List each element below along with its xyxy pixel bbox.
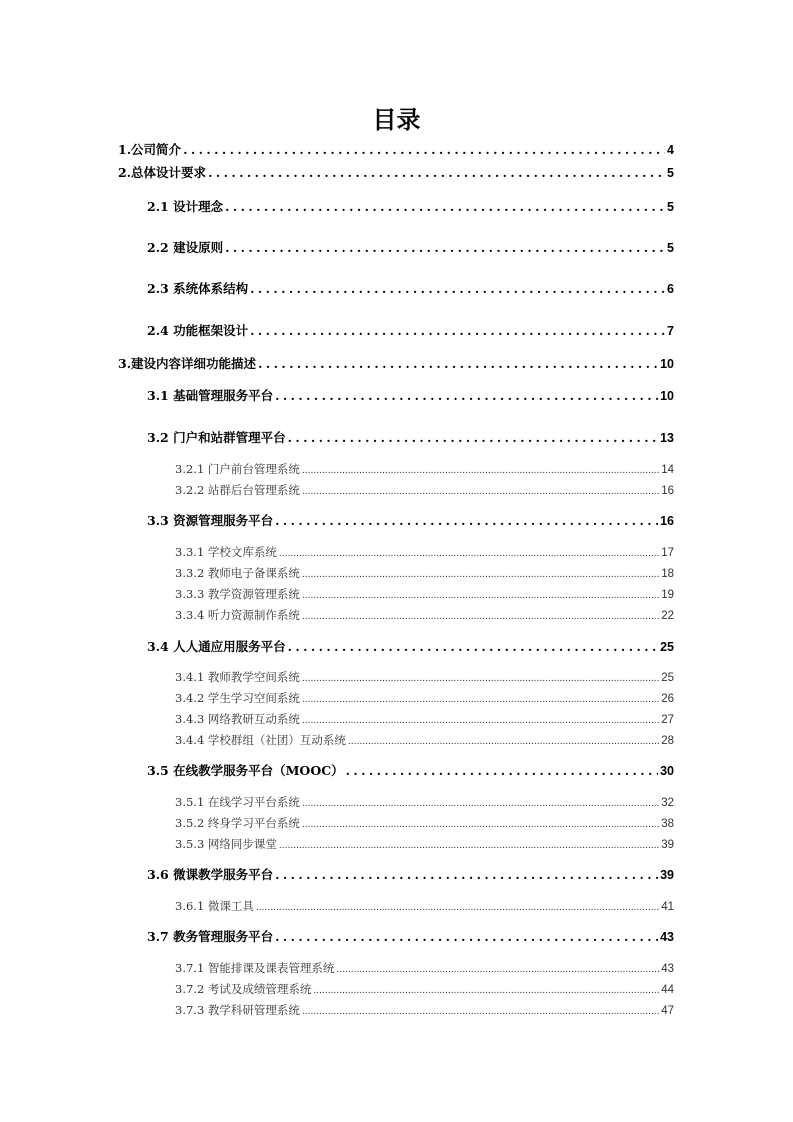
toc-entry-page: 4 bbox=[667, 143, 674, 157]
toc-entry[interactable] bbox=[175, 689, 674, 707]
toc-entry[interactable] bbox=[147, 866, 674, 884]
leader-dots bbox=[279, 837, 659, 855]
leader-dots bbox=[288, 429, 658, 447]
toc-entry-label: 3.5.2 终身学习平台系统 bbox=[175, 816, 300, 830]
toc-entry[interactable] bbox=[175, 1001, 674, 1019]
toc-entry-page: 17 bbox=[661, 547, 674, 559]
toc-entry-page: 25 bbox=[661, 672, 674, 684]
leader-dots bbox=[348, 733, 659, 751]
toc-entry-label: 3.6 微课教学服务平台 bbox=[147, 867, 274, 882]
toc-entry-page: 39 bbox=[661, 839, 674, 851]
toc-entry[interactable] bbox=[118, 355, 674, 373]
toc-entry-page: 28 bbox=[661, 735, 674, 747]
toc-entry-label: 3.3.1 学校文库系统 bbox=[175, 545, 277, 559]
toc-entry-label: 3.4.2 学生学习空间系统 bbox=[175, 691, 300, 705]
toc-entry-label: 3.6.1 微课工具 bbox=[175, 899, 254, 913]
toc-entry[interactable] bbox=[147, 928, 674, 946]
toc-entry[interactable] bbox=[175, 606, 674, 624]
toc-entry-page: 26 bbox=[661, 693, 674, 705]
toc-entry-page: 25 bbox=[660, 640, 674, 654]
toc-entry-label: 3.5.3 网络同步课堂 bbox=[175, 837, 277, 851]
leader-dots bbox=[302, 712, 659, 730]
leader-dots bbox=[313, 982, 659, 1000]
toc-entry-page: 41 bbox=[661, 901, 674, 913]
toc-entry[interactable] bbox=[147, 638, 674, 656]
toc-entry-label: 3.3.4 听力资源制作系统 bbox=[175, 608, 300, 622]
toc-entry-label: 1.公司简介 bbox=[118, 142, 182, 157]
toc-entry-label: 3.5 在线教学服务平台（MOOC） bbox=[147, 763, 344, 778]
toc-entry[interactable] bbox=[147, 239, 674, 257]
toc-entry[interactable] bbox=[147, 387, 674, 405]
leader-dots bbox=[275, 387, 658, 405]
toc-entry-label: 3.7 教务管理服务平台 bbox=[147, 929, 274, 944]
leader-dots bbox=[183, 141, 665, 159]
leader-dots bbox=[256, 899, 659, 917]
toc-entry-page: 10 bbox=[660, 389, 674, 403]
leader-dots bbox=[250, 280, 665, 298]
toc-entry-label: 3.7.3 教学科研管理系统 bbox=[175, 1003, 300, 1017]
toc-entry-label: 2.总体设计要求 bbox=[118, 165, 207, 180]
toc-entry-page: 43 bbox=[661, 963, 674, 975]
toc-entry[interactable] bbox=[175, 710, 674, 728]
toc-entry-page: 13 bbox=[660, 431, 674, 445]
leader-dots bbox=[302, 483, 659, 501]
toc-entry-page: 18 bbox=[661, 568, 674, 580]
leader-dots bbox=[346, 762, 658, 780]
leader-dots bbox=[302, 1003, 659, 1021]
leader-dots bbox=[258, 355, 658, 373]
toc-entry-label: 2.4 功能框架设计 bbox=[147, 323, 249, 338]
toc-entry-page: 22 bbox=[661, 610, 674, 622]
toc-entry-page: 16 bbox=[661, 485, 674, 497]
toc-entry[interactable] bbox=[175, 814, 674, 832]
toc-entry[interactable] bbox=[147, 198, 674, 216]
toc-entry[interactable] bbox=[147, 512, 674, 530]
toc-entry-page: 39 bbox=[660, 868, 674, 882]
toc-entry-page: 30 bbox=[660, 764, 674, 778]
toc-entry[interactable] bbox=[175, 835, 674, 853]
leader-dots bbox=[302, 608, 659, 626]
toc-entry[interactable] bbox=[147, 322, 674, 340]
toc-entry[interactable] bbox=[175, 585, 674, 603]
toc-entry-label: 3.1 基础管理服务平台 bbox=[147, 388, 274, 403]
toc-entry-page: 14 bbox=[661, 464, 674, 476]
toc-entry-label: 3.4 人人通应用服务平台 bbox=[147, 639, 286, 654]
leader-dots bbox=[302, 587, 659, 605]
toc-entry-page: 5 bbox=[667, 241, 674, 255]
toc-entry-page: 5 bbox=[667, 200, 674, 214]
toc-entry-label: 3.2.1 门户前台管理系统 bbox=[175, 462, 300, 476]
toc-entry-page: 19 bbox=[661, 589, 674, 601]
toc-entry[interactable] bbox=[147, 762, 674, 780]
toc-entry[interactable] bbox=[175, 460, 674, 478]
leader-dots bbox=[302, 816, 659, 834]
toc-entry-label: 3.2 门户和站群管理平台 bbox=[147, 430, 286, 445]
toc-entry[interactable] bbox=[118, 164, 674, 182]
toc-entry[interactable] bbox=[175, 980, 674, 998]
toc-entry-page: 44 bbox=[661, 984, 674, 996]
toc-entry-page: 6 bbox=[667, 282, 674, 296]
leader-dots bbox=[302, 462, 659, 480]
toc-entry-label: 3.3.2 教师电子备课系统 bbox=[175, 566, 300, 580]
toc-entry[interactable] bbox=[118, 141, 674, 159]
toc-entry[interactable] bbox=[147, 280, 674, 298]
toc-entry-page: 7 bbox=[667, 324, 674, 338]
toc-entry-label: 3.4.4 学校群组（社团）互动系统 bbox=[175, 733, 346, 747]
toc-entry-label: 3.7.1 智能排课及课表管理系统 bbox=[175, 961, 335, 975]
toc-entry-label: 3.4.3 网络教研互动系统 bbox=[175, 712, 300, 726]
toc-entry-label: 3.5.1 在线学习平台系统 bbox=[175, 795, 300, 809]
leader-dots bbox=[288, 638, 658, 656]
leader-dots bbox=[250, 322, 665, 340]
toc-entry-label: 3.建设内容详细功能描述 bbox=[118, 356, 257, 371]
toc-entry[interactable] bbox=[175, 668, 674, 686]
leader-dots bbox=[336, 961, 659, 979]
toc-entry-page: 32 bbox=[661, 797, 674, 809]
toc-entry[interactable] bbox=[175, 731, 674, 749]
toc-entry-label: 3.3 资源管理服务平台 bbox=[147, 513, 274, 528]
toc-entry[interactable] bbox=[175, 481, 674, 499]
toc-entry-label: 2.1 设计理念 bbox=[147, 199, 224, 214]
leader-dots bbox=[275, 928, 658, 946]
leader-dots bbox=[225, 198, 665, 216]
toc-entry-label: 2.3 系统体系结构 bbox=[147, 281, 249, 296]
toc-entry[interactable] bbox=[175, 564, 674, 582]
toc-entry[interactable] bbox=[147, 429, 674, 447]
toc-entry[interactable] bbox=[175, 543, 674, 561]
leader-dots bbox=[302, 691, 659, 709]
leader-dots bbox=[302, 670, 659, 688]
toc-title: 目录 bbox=[372, 106, 421, 134]
toc-entry-page: 10 bbox=[660, 357, 674, 371]
toc-entry-page: 5 bbox=[667, 166, 674, 180]
toc-entry[interactable] bbox=[175, 897, 674, 915]
leader-dots bbox=[302, 795, 659, 813]
toc-entry-label: 3.3.3 教学资源管理系统 bbox=[175, 587, 300, 601]
toc-entry-label: 3.7.2 考试及成绩管理系统 bbox=[175, 982, 312, 996]
toc-entry-page: 16 bbox=[660, 514, 674, 528]
leader-dots bbox=[302, 566, 659, 584]
toc-entry[interactable] bbox=[175, 959, 674, 977]
toc-entry[interactable] bbox=[175, 793, 674, 811]
leader-dots bbox=[275, 866, 658, 884]
toc-entry-page: 47 bbox=[661, 1005, 674, 1017]
toc-entry-page: 43 bbox=[660, 930, 674, 944]
toc-entry-label: 2.2 建设原则 bbox=[147, 240, 224, 255]
toc-entry-label: 3.4.1 教师教学空间系统 bbox=[175, 670, 300, 684]
leader-dots bbox=[225, 239, 665, 257]
toc-entry-page: 38 bbox=[661, 818, 674, 830]
leader-dots bbox=[279, 545, 659, 563]
toc-entry-page: 27 bbox=[661, 714, 674, 726]
leader-dots bbox=[208, 164, 665, 182]
leader-dots bbox=[275, 512, 658, 530]
toc-entry-label: 3.2.2 站群后台管理系统 bbox=[175, 483, 300, 497]
